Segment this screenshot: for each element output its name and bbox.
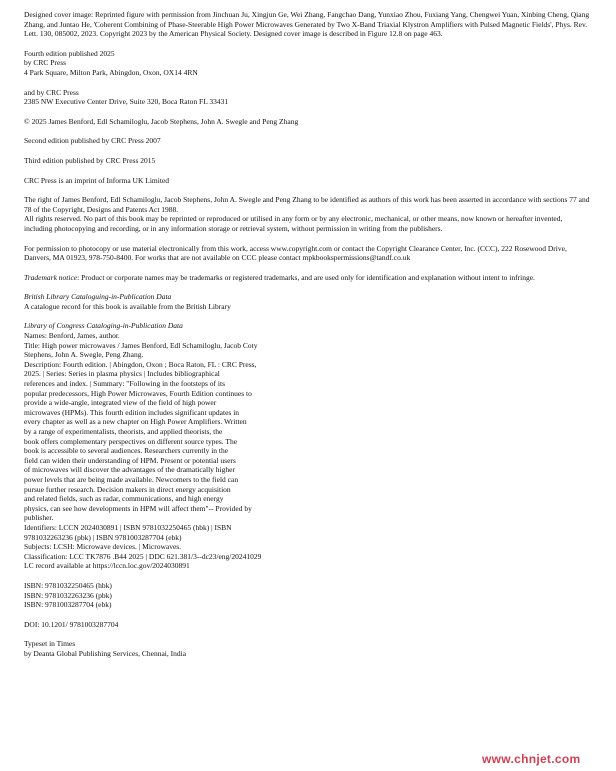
isbn-ebk: ISBN: 9781003287704 (ebk): [24, 600, 112, 610]
loc-line: of microwaves will discover the advantages of the dramatically higher: [24, 465, 235, 475]
typeset-font: Typeset in Times: [24, 639, 76, 649]
rights-reserved: All rights reserved. No part of this book may be reprinted or reproduced or utilised in any form or by any electronic, mechanical, or other means, now known or hereafter invented, including photocopying and recording, or in any information storage or retrieval system, without permission in writing from the publishers.: [24, 214, 563, 233]
second-edition-line: Second edition published by CRC Press 2007: [24, 136, 161, 146]
loc-line: and related fields, such as radar, communications, and high energy: [24, 494, 224, 504]
loc-line: book offers complementary perspectives on different source types. The: [24, 436, 238, 446]
loc-line: by a range of experimentalists, theorists, and applied theorists, the: [24, 427, 223, 436]
publisher-us-address: 2385 NW Executive Center Drive, Suite 320, Boca Raton FL 33431: [24, 97, 229, 107]
second-edition-block: [24, 136, 592, 146]
library-of-congress-block: [24, 321, 296, 570]
copyright-page: [24, 10, 592, 668]
loc-line: physics, can see how developments in HPM will affect them"-- Provided by: [24, 503, 252, 513]
loc-line: Identifiers: LCCN 2024030891 | ISBN 9781032250465 (hbk) | ISBN: [24, 522, 232, 532]
doi-line: DOI: 10.1201/ 9781003287704: [24, 619, 119, 629]
rights-block: [24, 195, 592, 233]
isbn-hbk: ISBN: 9781032250465 (hbk): [24, 580, 112, 590]
british-library-block: [24, 292, 592, 311]
loc-line: every chapter as well as a new chapter on High Power Amplifiers. Written: [24, 417, 247, 427]
loc-line: Title: High power microwaves / James Benford, Edl Schamiloglu, Jacob Coty: [24, 340, 258, 350]
permission-block: [24, 244, 592, 263]
imprint-block: [24, 176, 592, 186]
loc-line: pursue further research. Decision makers in direct energy acquisition: [24, 484, 231, 494]
trademark-block: [24, 273, 592, 283]
loc-line: Subjects: LCSH: Microwave devices. | Microwaves.: [24, 542, 182, 552]
publisher-uk-block: [24, 49, 592, 78]
trademark-notice: [24, 273, 592, 283]
cover-credit: Designed cover image: Reprinted figure with permission from Jinchuan Ju, Xingjun Ge, Wei Zhang, Fangchao Dang, Yunxiao Zhou, Fuxiang Yang, Chengwei Yuan, Xinbing Cheng, Qiang Zhang, and Juntao He, 'Coherent Combining of Phase-Steerable High Power Microwaves Generated by Two X-Band Triaxial Klystron Amplifiers with Pulsed Magnetic Fields', Phys. Rev. Lett. 130, 085002, 2023. Copyright 2023 by the American Physical Society. Designed cover image is described in Figure 12.8 on page 463.: [24, 10, 590, 39]
publisher-uk-address: 4 Park Square, Milton Park, Abingdon, Oxon, OX14 4RN: [24, 67, 198, 77]
british-library-heading: British Library Cataloguing-in-Publication Data: [24, 292, 172, 302]
isbn-block: [24, 581, 592, 610]
trademark-text: : Product or corporate names may be trademarks or registered trademarks, and are used only for identification and explanation without intent to infringe.: [77, 272, 535, 282]
loc-line: Stephens, John A. Swegle, Peng Zhang.: [24, 350, 144, 360]
publisher-name: by CRC Press: [24, 58, 67, 68]
trademark-label: Trademark notice: [24, 272, 78, 282]
copyright-line: © 2025 James Benford, Edl Schamiloglu, Jacob Stephens, John A. Swegle and Peng Zhang: [24, 116, 299, 126]
loc-line: provide a wide-angle, integrated view of the field of high power: [24, 398, 217, 408]
imprint-line: CRC Press is an imprint of Informa UK Limited: [24, 175, 169, 185]
loc-line: Classification: LCC TK7876 .B44 2025 | DDC 621.381/3--dc23/eng/20241029: [24, 551, 262, 561]
typeset-by: by Deanta Global Publishing Services, Chennai, India: [24, 648, 187, 658]
loc-line: Description: Fourth edition. | Abingdon, Oxon ; Boca Raton, FL : CRC Press,: [24, 359, 257, 369]
third-edition-line: Third edition published by CRC Press 2015: [24, 155, 156, 165]
isbn-pbk: ISBN: 9781032263236 (pbk): [24, 590, 112, 600]
publisher-us-block: [24, 88, 592, 107]
rights-asserted: The right of James Benford, Edl Schamiloglu, Jacob Stephens, John A. Swegle and Peng Zhang to be identified as authors of this work has been asserted in accordance with sections 77 and 78 of the Copyright, Designs and Patents Act 1988.: [24, 195, 590, 214]
copyright-block: [24, 117, 592, 127]
edition-line: Fourth edition published 2025: [24, 48, 115, 58]
typeset-block: [24, 639, 592, 658]
loc-line: book is accessible to several audiences. Researchers currently in the: [24, 446, 229, 456]
doi-block: [24, 620, 592, 630]
permission-text: For permission to photocopy or use material electronically from this work, access www.copyright.com or contact the Copyright Clearance Center, Inc. (CCC), 222 Rosewood Drive, Danvers, MA 01923, 978-750-8400. For works that are not available on CCC please contact mpkbookspermissions@tandf.co.uk: [24, 243, 567, 263]
loc-line: 2025. | Series: Series in plasma physics | Includes bibliographical: [24, 369, 220, 379]
loc-line: field can widen their understanding of HPM. Present or potential users: [24, 455, 236, 465]
watermark: www.chnjet.com: [482, 752, 581, 766]
cover-credit-block: [24, 10, 592, 39]
loc-line: power levels that are being made available. Newcomers to the field can: [24, 474, 239, 484]
loc-line: popular predecessors, High Power Microwaves, Fourth Edition continues to: [24, 388, 252, 398]
loc-line: publisher.: [24, 513, 54, 523]
loc-line: 9781032263236 (pbk) | ISBN 9781003287704 (ebk): [24, 532, 182, 542]
loc-heading: Library of Congress Cataloging-in-Publication Data: [24, 321, 183, 331]
loc-line: LC record available at https://lccn.loc.gov/2024030891: [24, 561, 190, 571]
publisher-us-name: and by CRC Press: [24, 87, 79, 97]
third-edition-block: [24, 156, 592, 166]
loc-line: references and index. | Summary: "Following in the footsteps of its: [24, 379, 225, 389]
loc-line: microwaves (HPMs). This fourth edition includes significant updates in: [24, 407, 240, 417]
british-library-text: A catalogue record for this book is available from the British Library: [24, 301, 231, 311]
loc-line: Names: Benford, James, author.: [24, 331, 120, 341]
